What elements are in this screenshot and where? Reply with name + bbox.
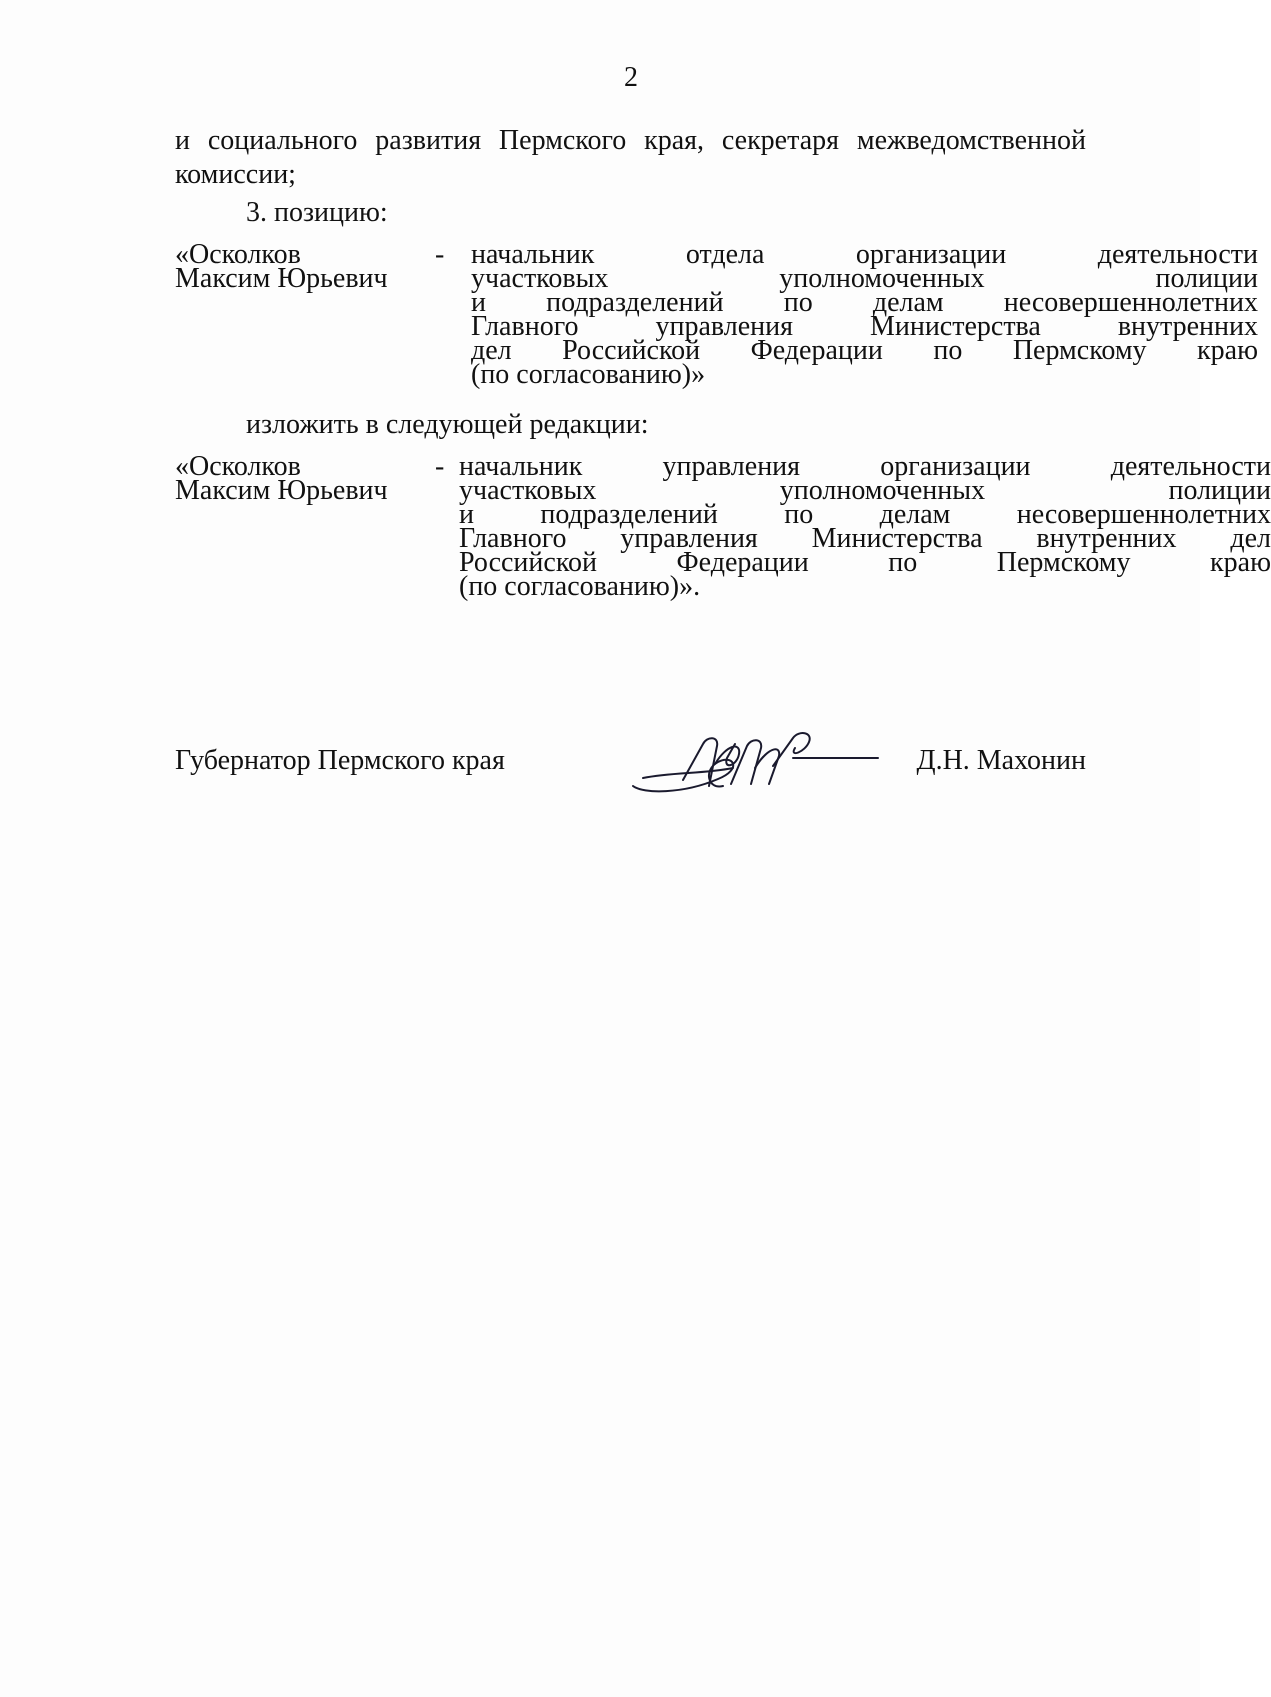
description-word: полиции [1155, 263, 1258, 294]
intro-line-2: комиссии; [175, 159, 296, 190]
description-word: Российской [459, 547, 597, 578]
description-line: и подразделений по делам несовершеннолетних [471, 287, 1258, 318]
intro-line-1: и социального развития Пермского края, секретаря межведомственной [175, 125, 1086, 156]
description-word: уполномоченных [779, 475, 986, 506]
description-word: участковых [459, 475, 597, 506]
description-word: Пермскому [996, 547, 1131, 578]
old-entry-dash: - [435, 239, 445, 270]
description-line: (по согласованию)» [471, 359, 706, 390]
new-entry-description [459, 451, 1271, 602]
description-word: краю [1210, 547, 1271, 578]
description-line: (по согласованию)». [459, 571, 701, 602]
description-line: начальник отдела организации деятельности [471, 239, 1258, 270]
governor-name: Д.Н. Махонин [916, 745, 1086, 776]
new-entry-name-line-1: «Осколков [175, 451, 301, 482]
page-number: 2 [624, 62, 638, 93]
old-entry-description [471, 239, 1258, 390]
description-word: по [888, 547, 918, 578]
description-line: дел Российской Федерации по Пермскому краю [471, 335, 1258, 366]
description-word: полиции [1168, 475, 1271, 506]
item-3-heading: 3. позицию: [246, 197, 388, 228]
description-word: уполномоченных [779, 263, 985, 294]
present-instruction: изложить в следующей редакции: [246, 409, 649, 440]
old-entry-name-line-1: «Осколков [175, 239, 301, 270]
intro-paragraph [175, 124, 1086, 192]
old-entry-name [175, 239, 405, 294]
description-word: участковых [471, 263, 609, 294]
old-entry-name-line-2: Максим Юрьевич [175, 263, 388, 294]
description-line: Главного управления Министерства внутренних дел [459, 523, 1271, 554]
description-line: Главного управления Министерства внутренних [471, 311, 1258, 342]
new-entry-name [175, 451, 405, 506]
description-line: начальник управления организации деятельности [459, 451, 1271, 482]
governor-title: Губернатор Пермского края [175, 745, 505, 776]
description-word: Федерации [676, 547, 809, 578]
new-entry-dash: - [435, 451, 445, 482]
signature-row [175, 744, 1086, 804]
description-line: и подразделений по делам несовершеннолетних [459, 499, 1271, 530]
new-entry-name-line-2: Максим Юрьевич [175, 475, 388, 506]
handwritten-signature [623, 724, 883, 804]
